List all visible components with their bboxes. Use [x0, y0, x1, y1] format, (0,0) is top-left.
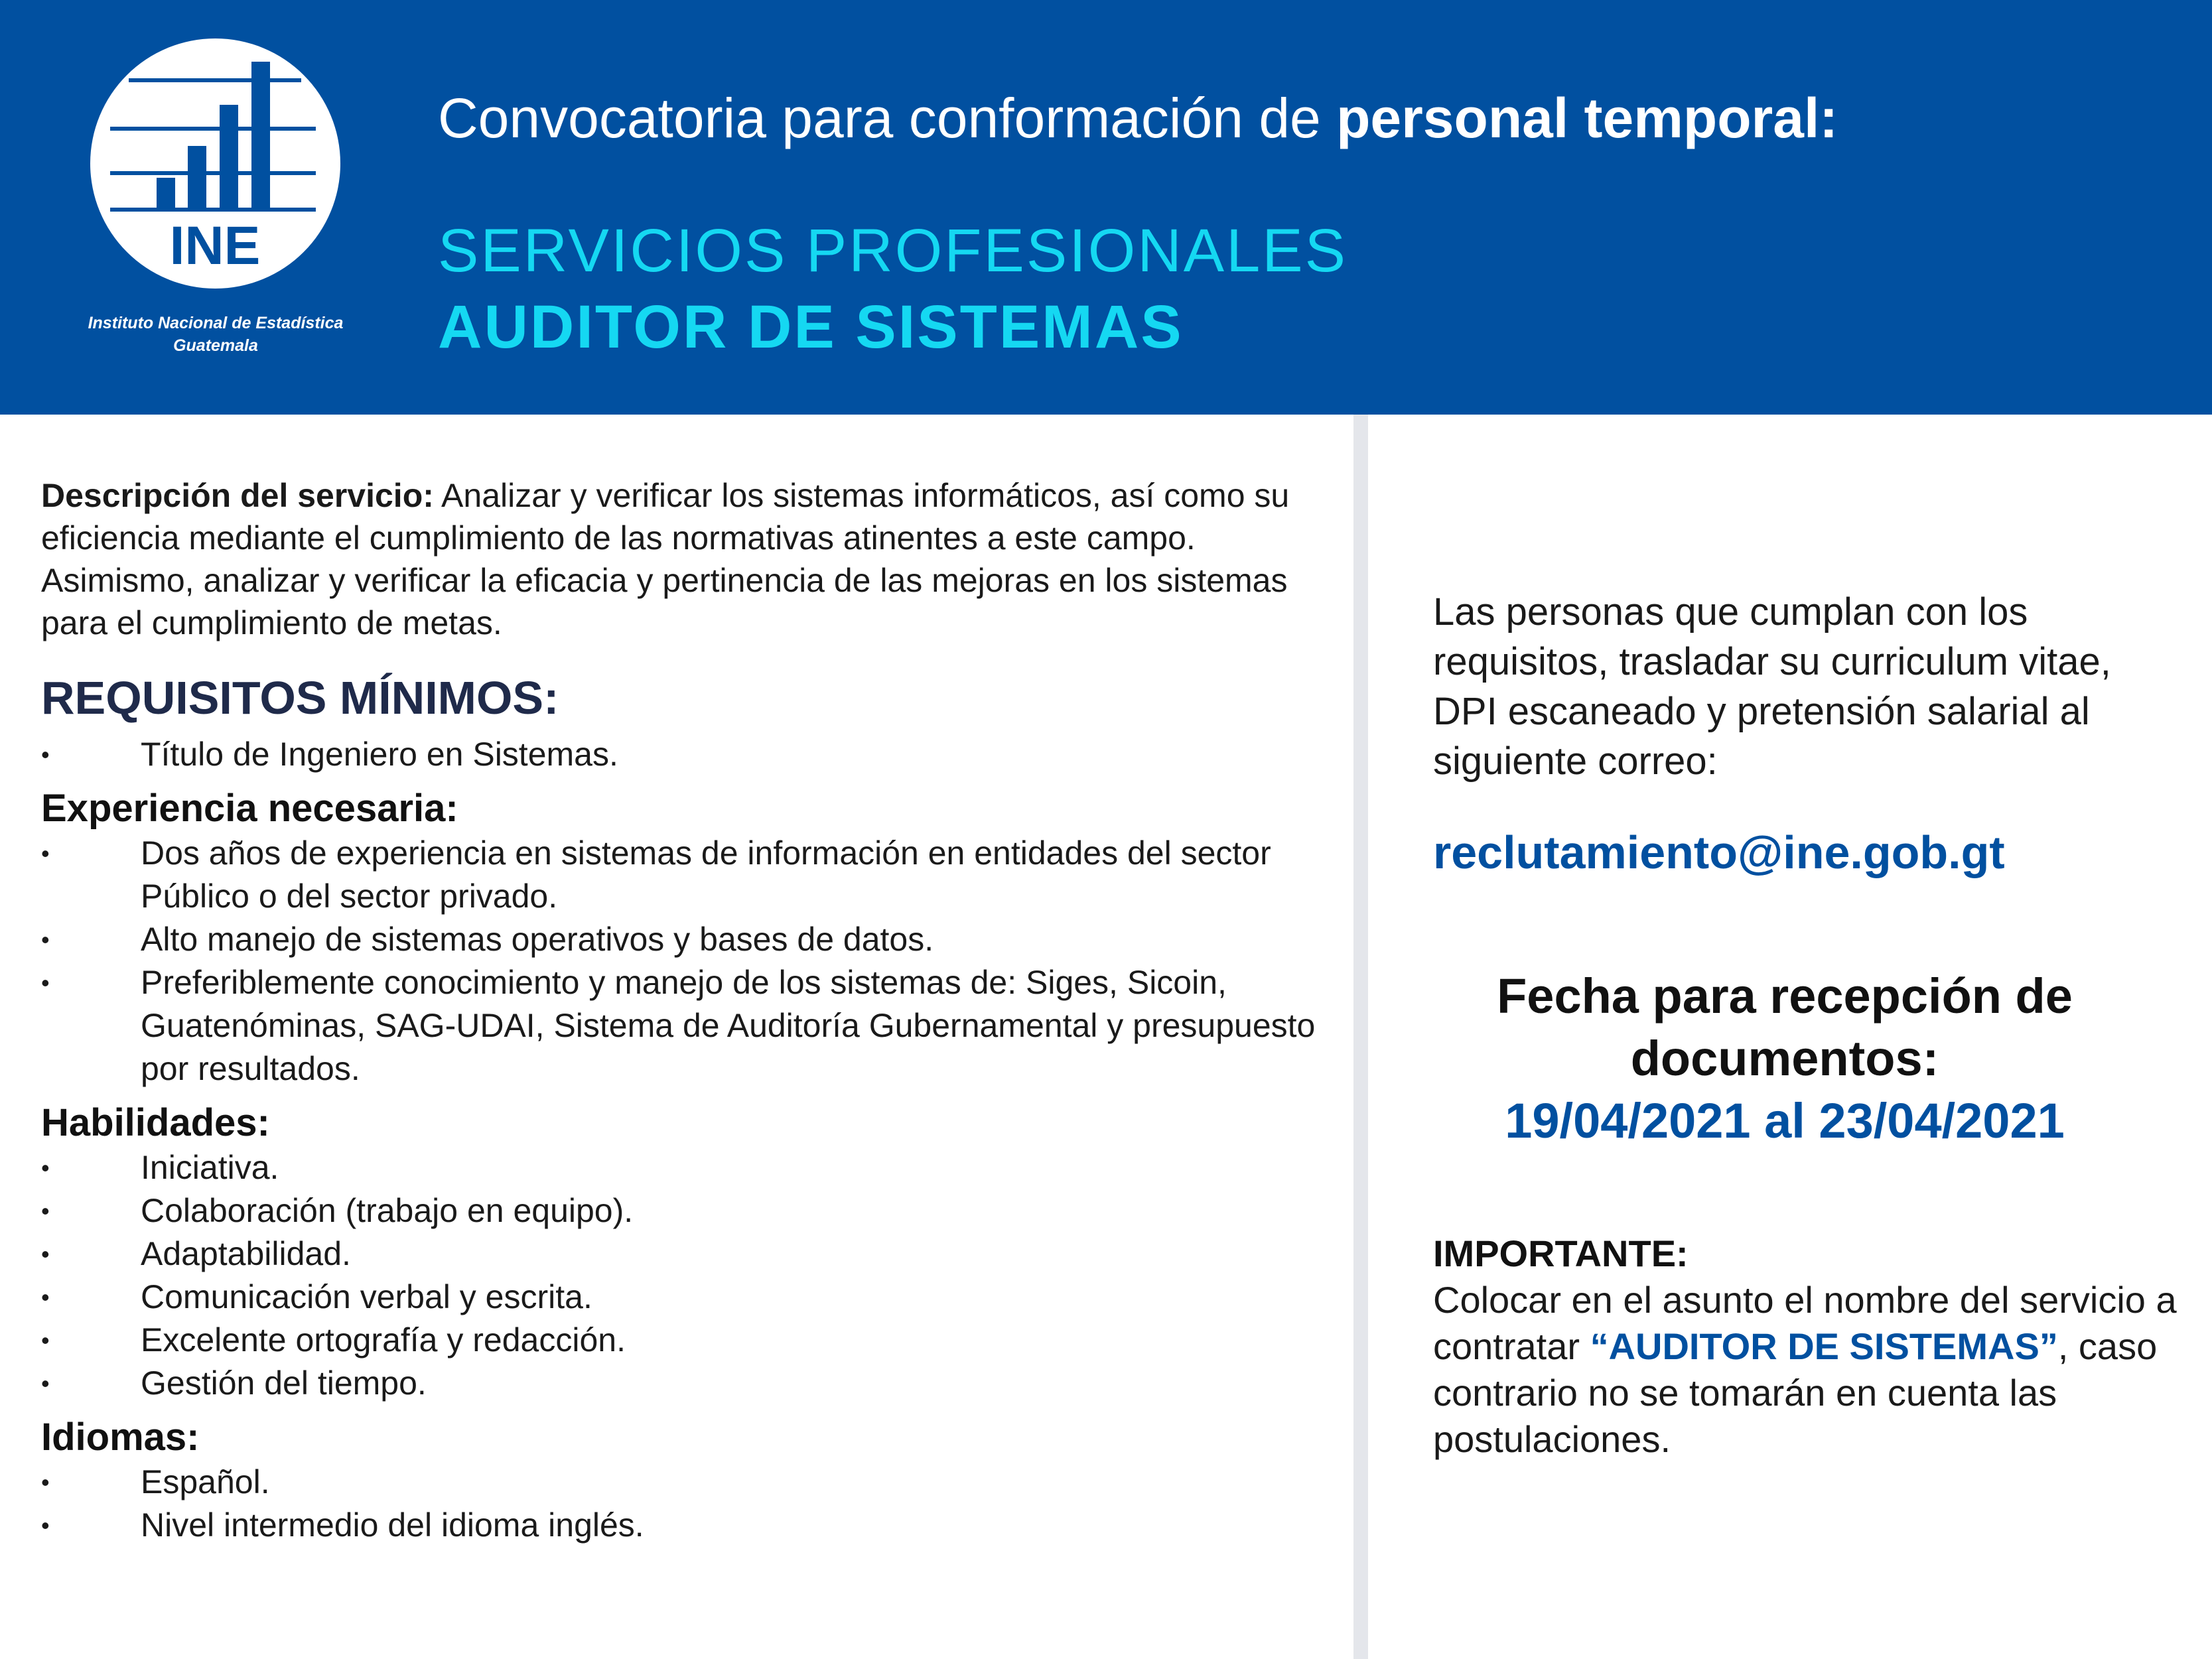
list-item: • Español. [41, 1461, 1335, 1504]
list-item: • Dos años de experiencia en sistemas de información en entidades del sector Público o del sector privado. [41, 832, 1335, 918]
list-item: • Adaptabilidad. [41, 1232, 1335, 1276]
logo-caption [53, 312, 378, 357]
skills-list [41, 1146, 1335, 1405]
deadline-title: Fecha para recepción de documentos: [1497, 968, 2073, 1086]
application-instructions: Las personas que cumplan con los requisitos, trasladar su curriculum vitae, DPI escaneado y pretensión salarial al siguiente correo: [1433, 590, 2111, 783]
list-item: • Título de Ingeniero en Sistemas. [41, 733, 1335, 776]
title-prefix: Convocatoria para conformación de [438, 87, 1337, 149]
description-label: Descripción del servicio: [41, 477, 434, 514]
important-text-before: Colocar en el asunto el nombre del servicio a contratar [1433, 1279, 2177, 1367]
recruitment-email-link[interactable]: reclutamiento@ine.gob.gt [1433, 827, 2005, 878]
bar-chart-icon [90, 38, 340, 289]
service-category: SERVICIOS PROFESIONALES [438, 217, 1348, 285]
important-notice [1433, 1230, 2189, 1463]
list-item: • Nivel intermedio del idioma inglés. [41, 1504, 1335, 1547]
service-description [41, 474, 1335, 644]
logo-caption-line1: Instituto Nacional de Estadística [88, 314, 344, 332]
application-column [1433, 587, 2163, 882]
list-item: • Alto manejo de sistemas operativos y bases de datos. [41, 918, 1335, 961]
logo-text: INE [169, 216, 261, 276]
important-title: IMPORTANTE: [1433, 1232, 1689, 1274]
list-item: • Comunicación verbal y escrita. [41, 1276, 1335, 1319]
experience-title: Experiencia necesaria: [41, 787, 458, 830]
important-text-after: , caso contrario no se tomarán en cuenta las postulaciones. [1433, 1325, 2158, 1460]
column-divider [1353, 415, 1368, 1659]
position-title: AUDITOR DE SISTEMAS [438, 293, 1184, 361]
languages-title: Idiomas: [41, 1416, 200, 1459]
deadline-dates: 19/04/2021 al 23/04/2021 [1505, 1093, 2065, 1148]
list-item: • Colaboración (trabajo en equipo). [41, 1189, 1335, 1232]
list-item: • Iniciativa. [41, 1146, 1335, 1189]
list-item: • Gestión del tiempo. [41, 1362, 1335, 1405]
page-title [438, 85, 1838, 151]
logo-caption-line2: Guatemala [173, 336, 258, 355]
requirements-column [41, 474, 1335, 1556]
title-bold: personal temporal: [1336, 87, 1838, 149]
skills-title: Habilidades: [41, 1101, 270, 1144]
requirements-list [41, 733, 1335, 776]
deadline-block [1387, 965, 2183, 1152]
ine-logo [90, 38, 340, 289]
requirements-title: REQUISITOS MÍNIMOS: [41, 672, 559, 724]
experience-list [41, 832, 1335, 1091]
list-item: • Excelente ortografía y redacción. [41, 1319, 1335, 1362]
header-banner [0, 0, 2212, 415]
list-item: • Preferiblemente conocimiento y manejo de los sistemas de: Siges, Sicoin, Guatenóminas, SAG-UDAI, Sistema de Auditoría Gubernamental y presupuesto por resultados. [41, 961, 1335, 1091]
important-subject: “AUDITOR DE SISTEMAS” [1590, 1325, 2058, 1367]
languages-list [41, 1461, 1335, 1547]
description-text: Analizar y verificar los sistemas informáticos, así como su eficiencia mediante el cumplimiento de las normativas atinentes a este campo. Asimismo, analizar y verificar la eficacia y pertinencia de las mejoras en los sistemas para el cumplimiento de metas. [41, 477, 1290, 641]
important-text [1433, 1277, 2189, 1463]
